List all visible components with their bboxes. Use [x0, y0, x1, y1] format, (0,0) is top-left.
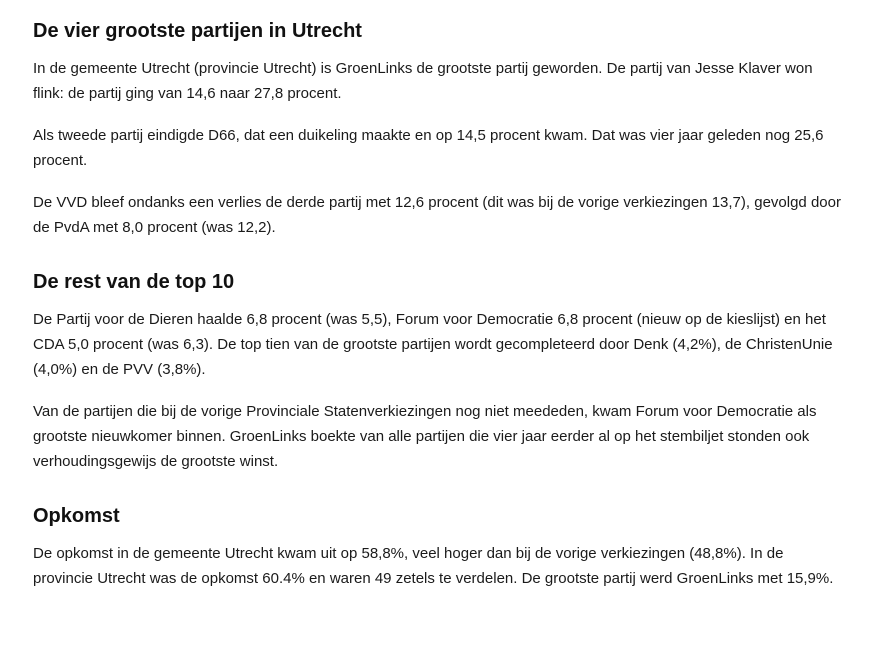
paragraph: Van de partijen die bij de vorige Provinciale Statenverkiezingen nog niet meededen, kwam Forum voor Democratie als grootste nieuwkomer binnen. GroenLinks boekte van alle partijen die vier jaar eerder al op het stembiljet stonden ook verhoudingsgewijs de grootste winst. [33, 403, 817, 470]
section-title: De rest van de top 10 [33, 271, 235, 293]
section-vier-grootste-partijen [33, 18, 842, 240]
section-title: De vier grootste partijen in Utrecht [33, 20, 362, 42]
paragraph: De Partij voor de Dieren haalde 6,8 procent (was 5,5), Forum voor Democratie 6,8 procent (nieuw op de kieslijst) en het CDA 5,0 procent (was 6,3). De top tien van de grootste partijen wordt gecompleteerd door Denk (4,2%), de ChristenUnie (4,0%) en de PVV (3,8%). [33, 311, 833, 378]
paragraph: De opkomst in de gemeente Utrecht kwam uit op 58,8%, veel hoger dan bij de vorige verkiezingen (48,8%). In de provincie Utrecht was de opkomst 60.4% en waren 49 zetels te verdelen. De grootste partij werd GroenLinks met 15,9%. [33, 545, 834, 587]
paragraph: Als tweede partij eindigde D66, dat een duikeling maakte en op 14,5 procent kwam. Dat was vier jaar geleden nog 25,6 procent. [33, 127, 824, 169]
paragraph: De VVD bleef ondanks een verlies de derde partij met 12,6 procent (dit was bij de vorige verkiezingen 13,7), gevolgd door de PvdA met 8,0 procent (was 12,2). [33, 194, 841, 236]
section-title: Opkomst [33, 505, 120, 527]
paragraph: In de gemeente Utrecht (provincie Utrecht) is GroenLinks de grootste partij geworden. De partij van Jesse Klaver won flink: de partij ging van 14,6 naar 27,8 procent. [33, 60, 813, 102]
section-opkomst [33, 503, 842, 591]
section-rest-top-10 [33, 269, 842, 474]
